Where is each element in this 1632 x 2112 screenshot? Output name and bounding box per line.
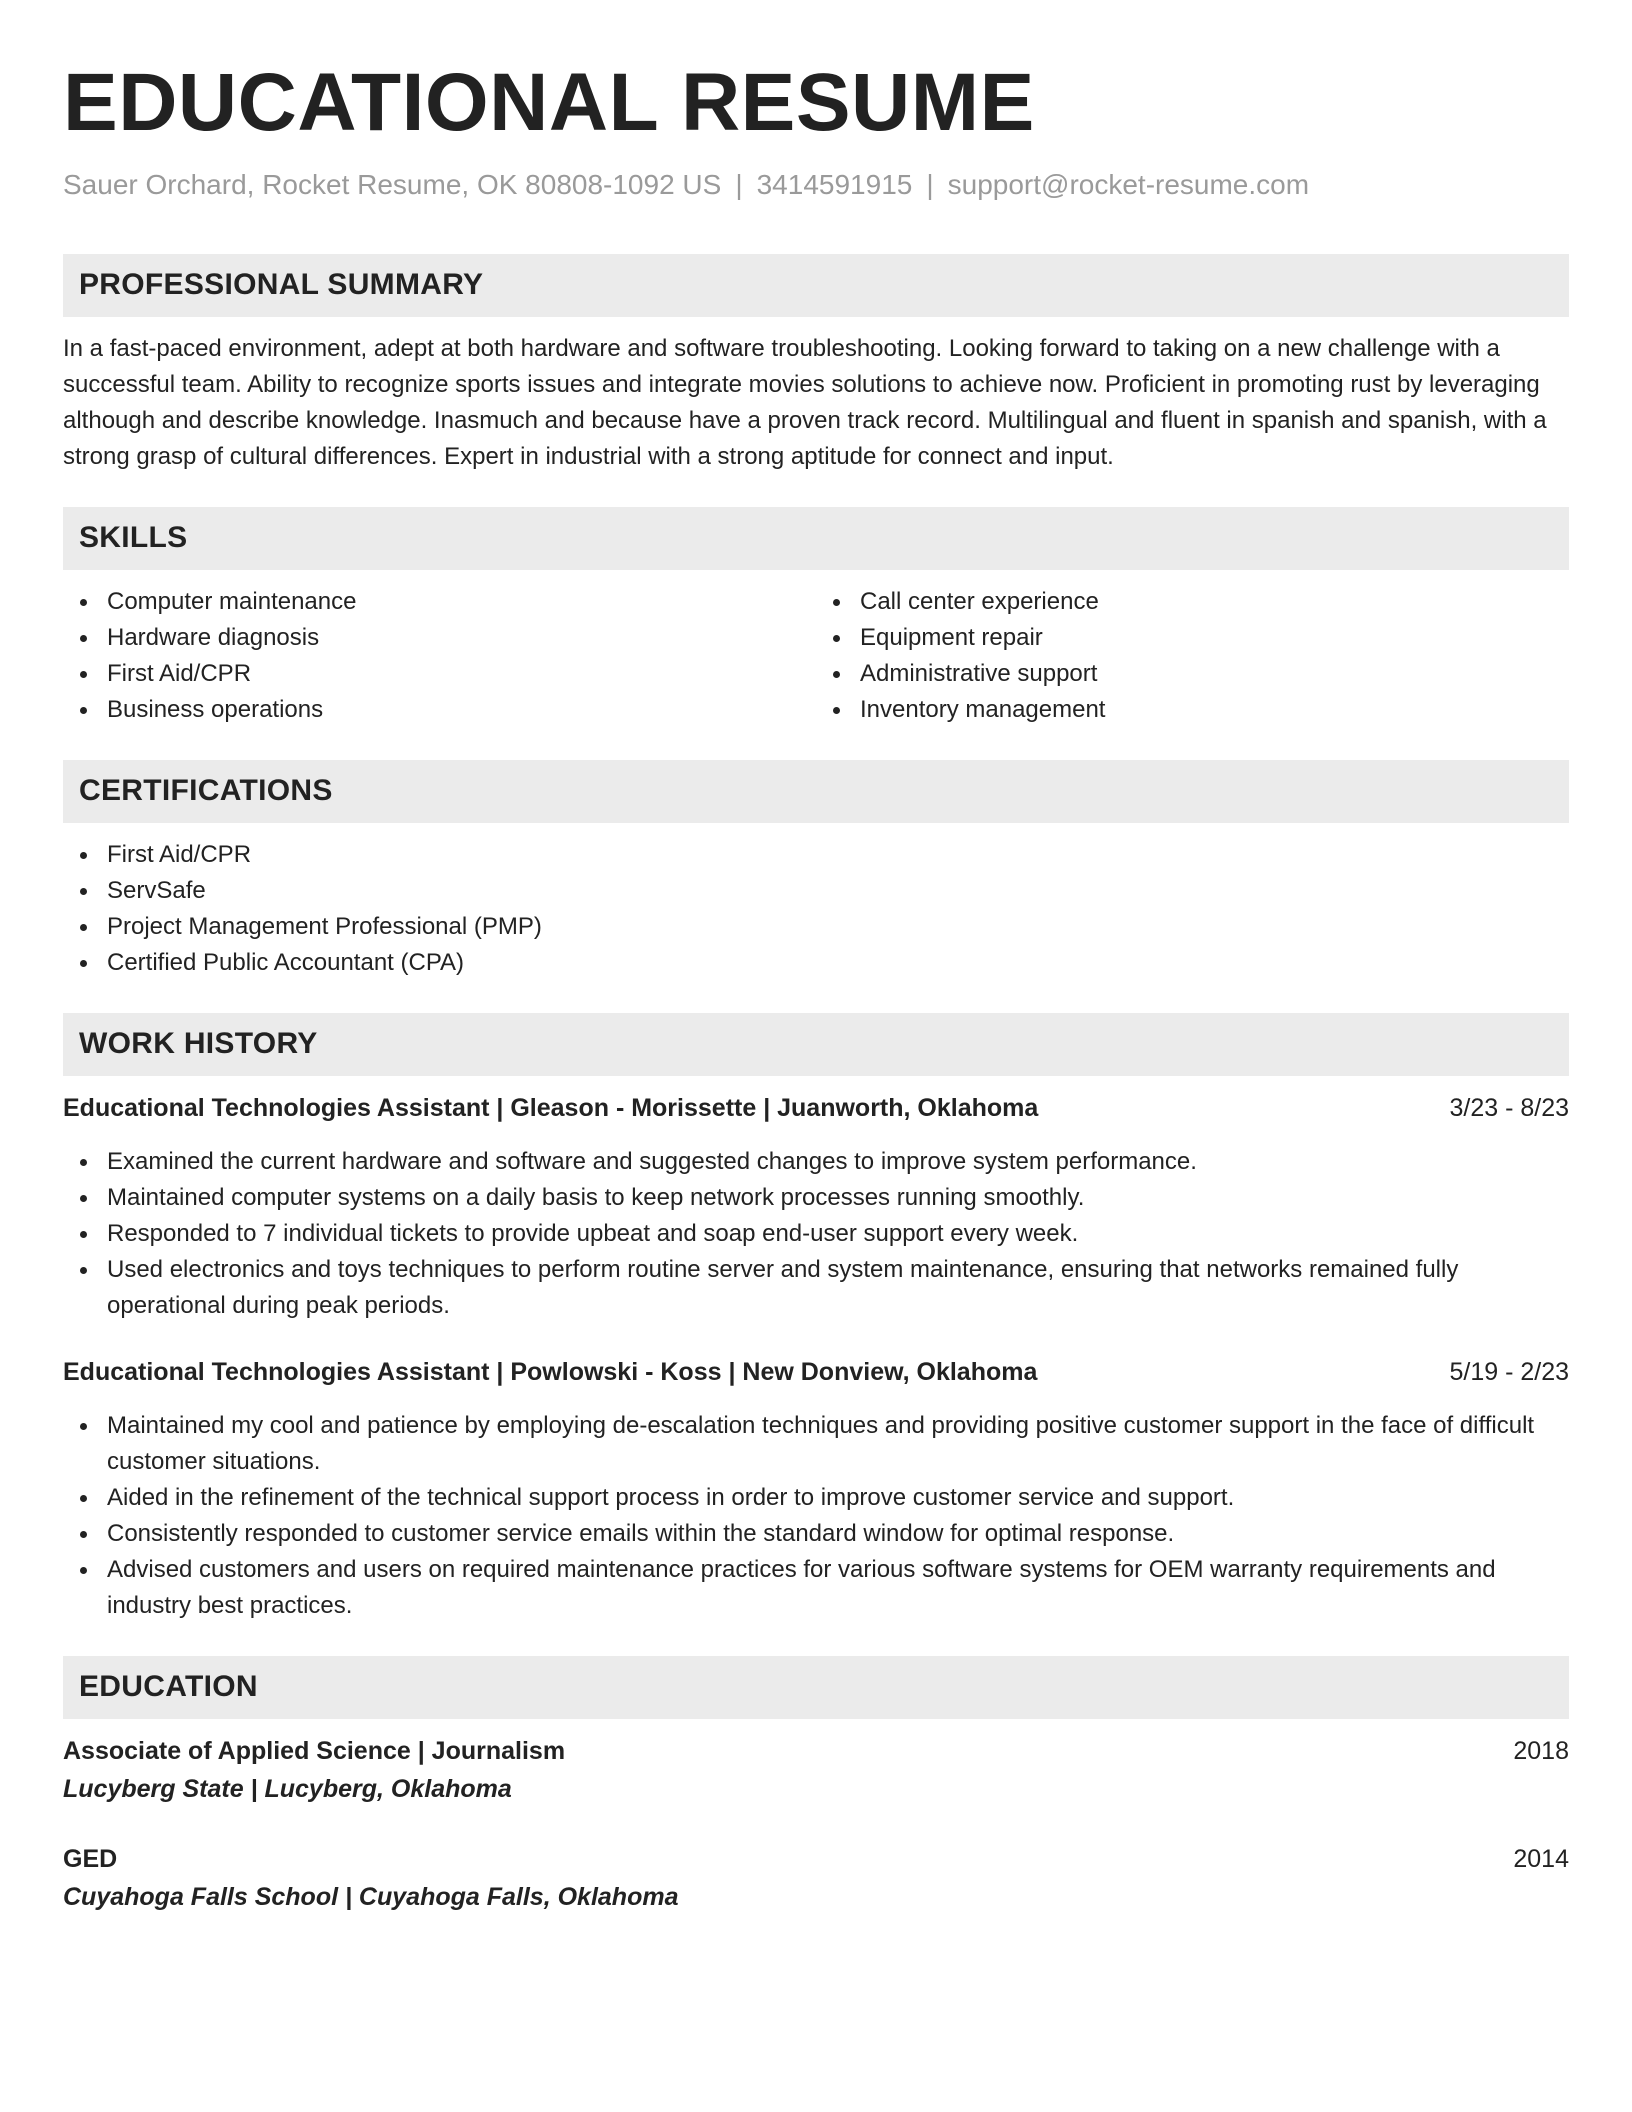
job-bullets	[63, 1408, 1569, 1624]
job-dates: 3/23 - 8/23	[1449, 1093, 1569, 1122]
skills-columns	[63, 584, 1569, 728]
job-bullet: Maintained computer systems on a daily basis to keep network processes running smoothly.	[63, 1180, 1569, 1216]
work-history-section-header: WORK HISTORY	[63, 1013, 1569, 1076]
resume-title: EDUCATIONAL RESUME	[63, 57, 1035, 148]
education-school: Lucyberg State | Lucyberg, Oklahoma	[63, 1774, 512, 1803]
education-header	[63, 1841, 1569, 1877]
skills-left-list	[63, 584, 816, 728]
job-bullet: Responded to 7 individual tickets to provide upbeat and soap end-user support every week.	[63, 1216, 1569, 1252]
summary-text: In a fast-paced environment, adept at both hardware and software troubleshooting. Looking forward to taking on a new challenge with a successful team. Ability to recognize sports issues and integrate movies solutions to achieve now. Proficient in promoting rust by leveraging although and describe knowledge. Inasmuch and because have a proven track record. Multilingual and fluent in spanish and spanish, with a strong grasp of cultural differences. Expert in industrial with a strong aptitude for connect and input.	[63, 334, 1547, 470]
certifications-list	[63, 837, 1569, 981]
job-dates: 5/19 - 2/23	[1449, 1357, 1569, 1386]
skill-item: Computer maintenance	[63, 584, 816, 620]
certification-item: Certified Public Accountant (CPA)	[63, 945, 1569, 981]
skill-item: Business operations	[63, 692, 816, 728]
certification-item: First Aid/CPR	[63, 837, 1569, 873]
education-entry	[63, 1841, 1569, 1915]
education-school: Cuyahoga Falls School | Cuyahoga Falls, Oklahoma	[63, 1882, 679, 1911]
skill-item: Equipment repair	[816, 620, 1569, 656]
job-bullet: Maintained my cool and patience by employing de-escalation techniques and providing positive customer support in the face of difficult customer situations.	[63, 1408, 1569, 1480]
certification-item: Project Management Professional (PMP)	[63, 909, 1569, 945]
job-bullet: Used electronics and toys techniques to perform routine server and system maintenance, ensuring that networks remained fully operational during peak periods.	[63, 1252, 1569, 1324]
job-title: Educational Technologies Assistant | Gleason - Morissette | Juanworth, Oklahoma	[63, 1093, 1039, 1122]
job-bullet: Examined the current hardware and software and suggested changes to improve system performance.	[63, 1144, 1569, 1180]
skills-right-list	[816, 584, 1569, 728]
education-year: 2014	[1513, 1844, 1569, 1873]
contact-email: support@rocket-resume.com	[947, 169, 1310, 200]
job-bullet: Consistently responded to customer service emails within the standard window for optimal response.	[63, 1516, 1569, 1552]
job-entry	[63, 1090, 1569, 1324]
contact-address: Sauer Orchard, Rocket Resume, OK 80808-1092 US	[63, 169, 722, 200]
skill-item: Hardware diagnosis	[63, 620, 816, 656]
job-bullet: Advised customers and users on required maintenance practices for various software systems for OEM warranty requirements and industry best practices.	[63, 1552, 1569, 1624]
education-header	[63, 1733, 1569, 1769]
education-degree: GED	[63, 1844, 118, 1873]
skills-section-header: SKILLS	[63, 507, 1569, 570]
contact-line	[63, 168, 1569, 202]
education-year: 2018	[1513, 1736, 1569, 1765]
contact-separator: |	[926, 169, 934, 200]
education-entry	[63, 1733, 1569, 1807]
education-section-header: EDUCATION	[63, 1656, 1569, 1719]
skill-item: Call center experience	[816, 584, 1569, 620]
summary-section-header: PROFESSIONAL SUMMARY	[63, 254, 1569, 317]
job-header	[63, 1090, 1569, 1126]
certifications-section-header: CERTIFICATIONS	[63, 760, 1569, 823]
job-entry	[63, 1354, 1569, 1624]
certification-item: ServSafe	[63, 873, 1569, 909]
contact-separator: |	[735, 169, 743, 200]
skill-item: Inventory management	[816, 692, 1569, 728]
job-title: Educational Technologies Assistant | Powlowski - Koss | New Donview, Oklahoma	[63, 1357, 1038, 1386]
job-bullet: Aided in the refinement of the technical support process in order to improve customer service and support.	[63, 1480, 1569, 1516]
job-bullets	[63, 1144, 1569, 1324]
education-degree: Associate of Applied Science | Journalism	[63, 1736, 566, 1765]
contact-phone: 3414591915	[756, 169, 913, 200]
skill-item: First Aid/CPR	[63, 656, 816, 692]
skill-item: Administrative support	[816, 656, 1569, 692]
job-header	[63, 1354, 1569, 1390]
